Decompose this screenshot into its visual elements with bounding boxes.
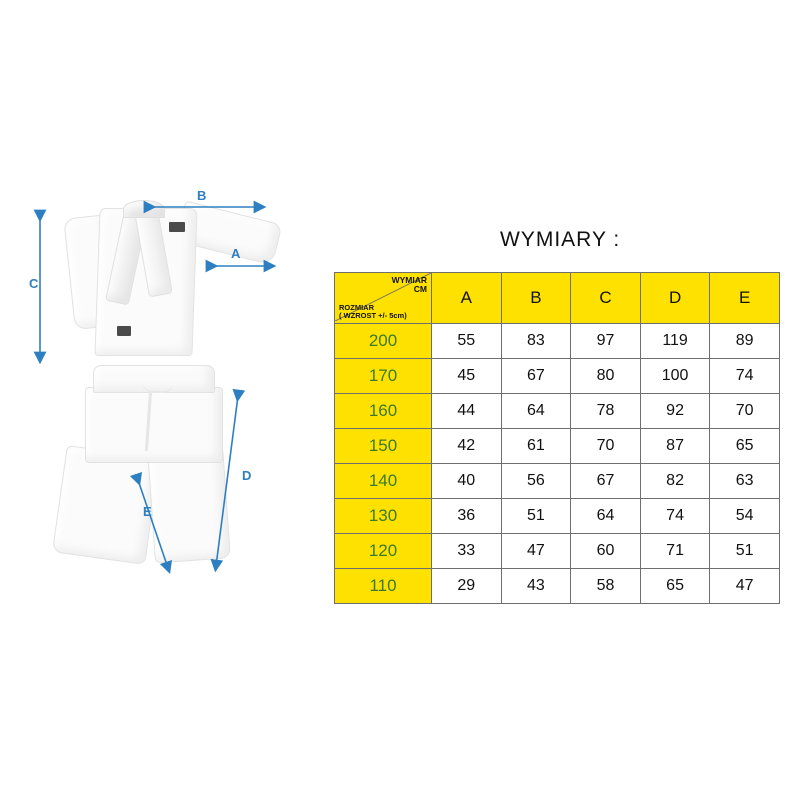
cell-B: 67 bbox=[501, 359, 571, 394]
corner-label-measure: WYMIAR CM bbox=[391, 275, 427, 294]
table-row bbox=[335, 499, 780, 534]
row-size: 160 bbox=[335, 394, 432, 429]
cell-A: 42 bbox=[432, 429, 502, 464]
table-row bbox=[335, 429, 780, 464]
gi-illustration bbox=[20, 180, 310, 620]
row-size: 110 bbox=[335, 569, 432, 604]
cell-A: 36 bbox=[432, 499, 502, 534]
label-E: E bbox=[143, 504, 152, 519]
cell-E: 89 bbox=[710, 324, 780, 359]
table-row bbox=[335, 569, 780, 604]
row-size: 170 bbox=[335, 359, 432, 394]
row-size: 130 bbox=[335, 499, 432, 534]
cell-D: 74 bbox=[640, 499, 710, 534]
corner-label-size: ROZMIAR ( WZROST +/- 5cm) bbox=[339, 302, 407, 320]
cell-E: 70 bbox=[710, 394, 780, 429]
row-size: 140 bbox=[335, 464, 432, 499]
cell-B: 61 bbox=[501, 429, 571, 464]
cell-D: 92 bbox=[640, 394, 710, 429]
cell-D: 100 bbox=[640, 359, 710, 394]
column-header-E: E bbox=[710, 273, 780, 324]
cell-B: 64 bbox=[501, 394, 571, 429]
size-table-container bbox=[334, 272, 780, 604]
measurement-arrows bbox=[20, 180, 310, 620]
label-C: C bbox=[29, 276, 39, 291]
cell-B: 47 bbox=[501, 534, 571, 569]
label-B: B bbox=[197, 188, 207, 203]
cell-D: 82 bbox=[640, 464, 710, 499]
cell-C: 64 bbox=[571, 499, 641, 534]
label-A: A bbox=[231, 246, 241, 261]
cell-B: 83 bbox=[501, 324, 571, 359]
size-table bbox=[334, 272, 780, 604]
table-row bbox=[335, 359, 780, 394]
cell-E: 63 bbox=[710, 464, 780, 499]
cell-E: 65 bbox=[710, 429, 780, 464]
cell-B: 43 bbox=[501, 569, 571, 604]
page-title: WYMIARY : bbox=[500, 228, 621, 251]
column-header-C: C bbox=[571, 273, 641, 324]
cell-D: 119 bbox=[640, 324, 710, 359]
cell-C: 78 bbox=[571, 394, 641, 429]
table-row bbox=[335, 324, 780, 359]
row-size: 120 bbox=[335, 534, 432, 569]
cell-A: 55 bbox=[432, 324, 502, 359]
label-D: D bbox=[242, 468, 252, 483]
cell-A: 45 bbox=[432, 359, 502, 394]
column-header-A: A bbox=[432, 273, 502, 324]
cell-C: 67 bbox=[571, 464, 641, 499]
column-header-D: D bbox=[640, 273, 710, 324]
cell-E: 54 bbox=[710, 499, 780, 534]
cell-E: 51 bbox=[710, 534, 780, 569]
cell-D: 65 bbox=[640, 569, 710, 604]
cell-A: 44 bbox=[432, 394, 502, 429]
cell-C: 58 bbox=[571, 569, 641, 604]
cell-A: 40 bbox=[432, 464, 502, 499]
cell-A: 29 bbox=[432, 569, 502, 604]
table-row bbox=[335, 394, 780, 429]
column-header-B: B bbox=[501, 273, 571, 324]
cell-E: 47 bbox=[710, 569, 780, 604]
cell-A: 33 bbox=[432, 534, 502, 569]
cell-B: 56 bbox=[501, 464, 571, 499]
cell-C: 97 bbox=[571, 324, 641, 359]
table-corner-cell bbox=[335, 273, 432, 324]
table-header-row bbox=[335, 273, 780, 324]
cell-D: 87 bbox=[640, 429, 710, 464]
row-size: 150 bbox=[335, 429, 432, 464]
table-row bbox=[335, 464, 780, 499]
row-size: 200 bbox=[335, 324, 432, 359]
cell-C: 60 bbox=[571, 534, 641, 569]
cell-D: 71 bbox=[640, 534, 710, 569]
cell-E: 74 bbox=[710, 359, 780, 394]
cell-C: 70 bbox=[571, 429, 641, 464]
table-row bbox=[335, 534, 780, 569]
cell-C: 80 bbox=[571, 359, 641, 394]
cell-B: 51 bbox=[501, 499, 571, 534]
